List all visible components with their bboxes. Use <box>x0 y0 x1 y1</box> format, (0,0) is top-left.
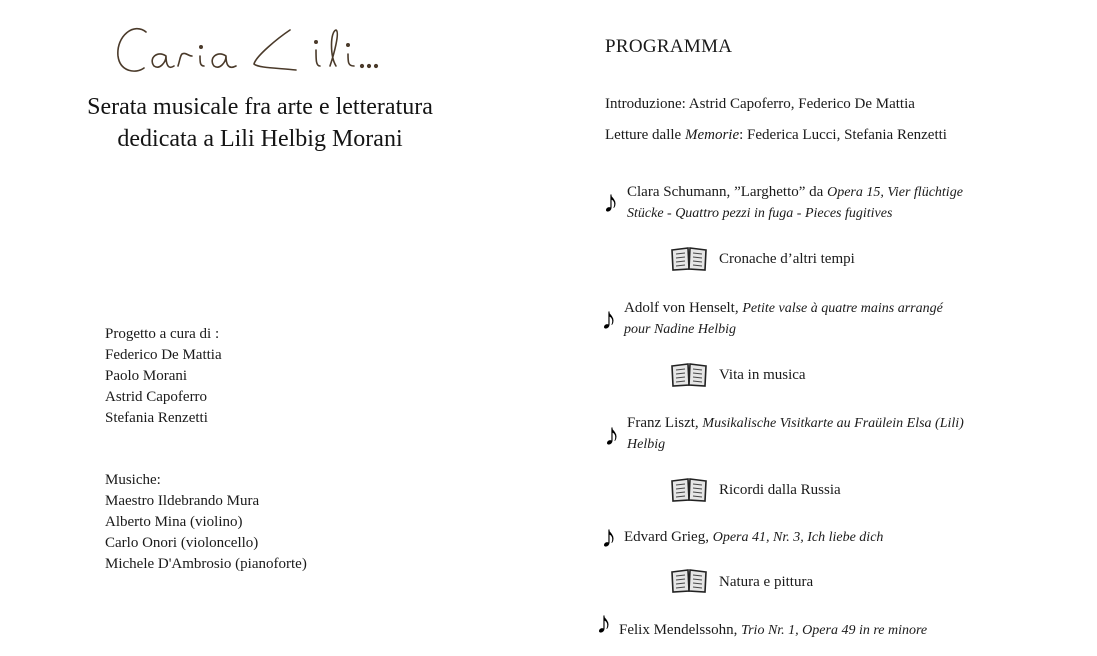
piece-work-continued: Stücke - Quattro pezzi in fuga - Pieces fugitives <box>627 206 893 221</box>
musician: Maestro Ildebrando Mura <box>105 493 260 509</box>
piece-composer: Franz Liszt, <box>627 415 703 431</box>
piece-work-continued: Helbig <box>627 437 666 452</box>
piece-work-continued: pour Nadine Helbig <box>624 322 736 337</box>
open-book-icon <box>670 568 708 594</box>
programme-piece <box>619 620 1039 641</box>
music-heading: Musiche: <box>105 472 161 488</box>
music-note-icon: ♪ <box>601 301 617 336</box>
project-heading: Progetto a cura di : <box>105 326 220 342</box>
music-note-icon: ♪ <box>604 417 620 452</box>
readings-names: : Federica Lucci, Stefania Renzetti <box>739 127 947 143</box>
piece-work: Petite valse à quatre mains arrangé <box>742 301 943 316</box>
programme-piece <box>627 182 1047 224</box>
project-person: Paolo Morani <box>105 368 188 384</box>
piece-work: Trio Nr. 1, Opera 49 in re minore <box>741 623 928 638</box>
piece-composer: Clara Schumann, <box>627 184 735 200</box>
reading-title: Cronache d’altri tempi <box>719 251 855 267</box>
open-book-icon <box>670 477 708 503</box>
introduction-label: Introduzione: <box>605 96 689 112</box>
readings-label: Letture dalle <box>605 127 685 143</box>
readings-work: Memorie <box>684 127 740 143</box>
piece-work: Opera 15, Vier flüchtige <box>827 185 963 200</box>
introduction-line <box>605 96 915 113</box>
music-note-icon: ♪ <box>601 519 617 554</box>
reading-title: Ricordi dalla Russia <box>719 482 841 498</box>
project-credits <box>105 324 222 429</box>
readings-line <box>605 127 947 144</box>
music-credits <box>105 470 307 575</box>
open-book-icon <box>670 362 708 388</box>
piece-composer: Adolf von Henselt, <box>624 300 743 316</box>
piece-composer: Edvard Grieg, <box>624 529 713 545</box>
programme-title: PROGRAMMA <box>605 36 733 57</box>
reading-title: Natura e pittura <box>719 574 814 590</box>
music-note-icon: ♪ <box>603 184 619 219</box>
piece-work: Musikalische Visitkarte au Fraülein Elsa (Lili) <box>702 416 964 431</box>
reading-title: Vita in musica <box>719 367 806 383</box>
piece-quote: ”Larghetto” da <box>734 184 828 200</box>
piece-composer: Felix Mendelssohn, <box>619 622 742 638</box>
introduction-names: Astrid Capoferro, Federico De Mattia <box>688 96 915 112</box>
project-person: Astrid Capoferro <box>105 389 208 405</box>
event-subtitle-line1: Serata musicale fra arte e letteratura <box>87 94 433 120</box>
musician: Alberto Mina (violino) <box>105 514 243 530</box>
handwritten-title-signature <box>108 14 408 84</box>
programme-piece <box>627 413 1047 455</box>
programme-piece <box>624 527 1044 548</box>
musician: Michele D'Ambrosio (pianoforte) <box>105 556 307 572</box>
programme-piece <box>624 298 1044 340</box>
musician: Carlo Onori (violoncello) <box>105 535 259 551</box>
event-subtitle-line2: dedicata a Lili Helbig Morani <box>117 126 403 152</box>
piece-work: Opera 41, Nr. 3, Ich liebe dich <box>712 530 884 545</box>
project-person: Federico De Mattia <box>105 347 222 363</box>
music-note-icon: ♪ <box>596 605 612 640</box>
project-person: Stefania Renzetti <box>105 410 208 426</box>
open-book-icon <box>670 246 708 272</box>
